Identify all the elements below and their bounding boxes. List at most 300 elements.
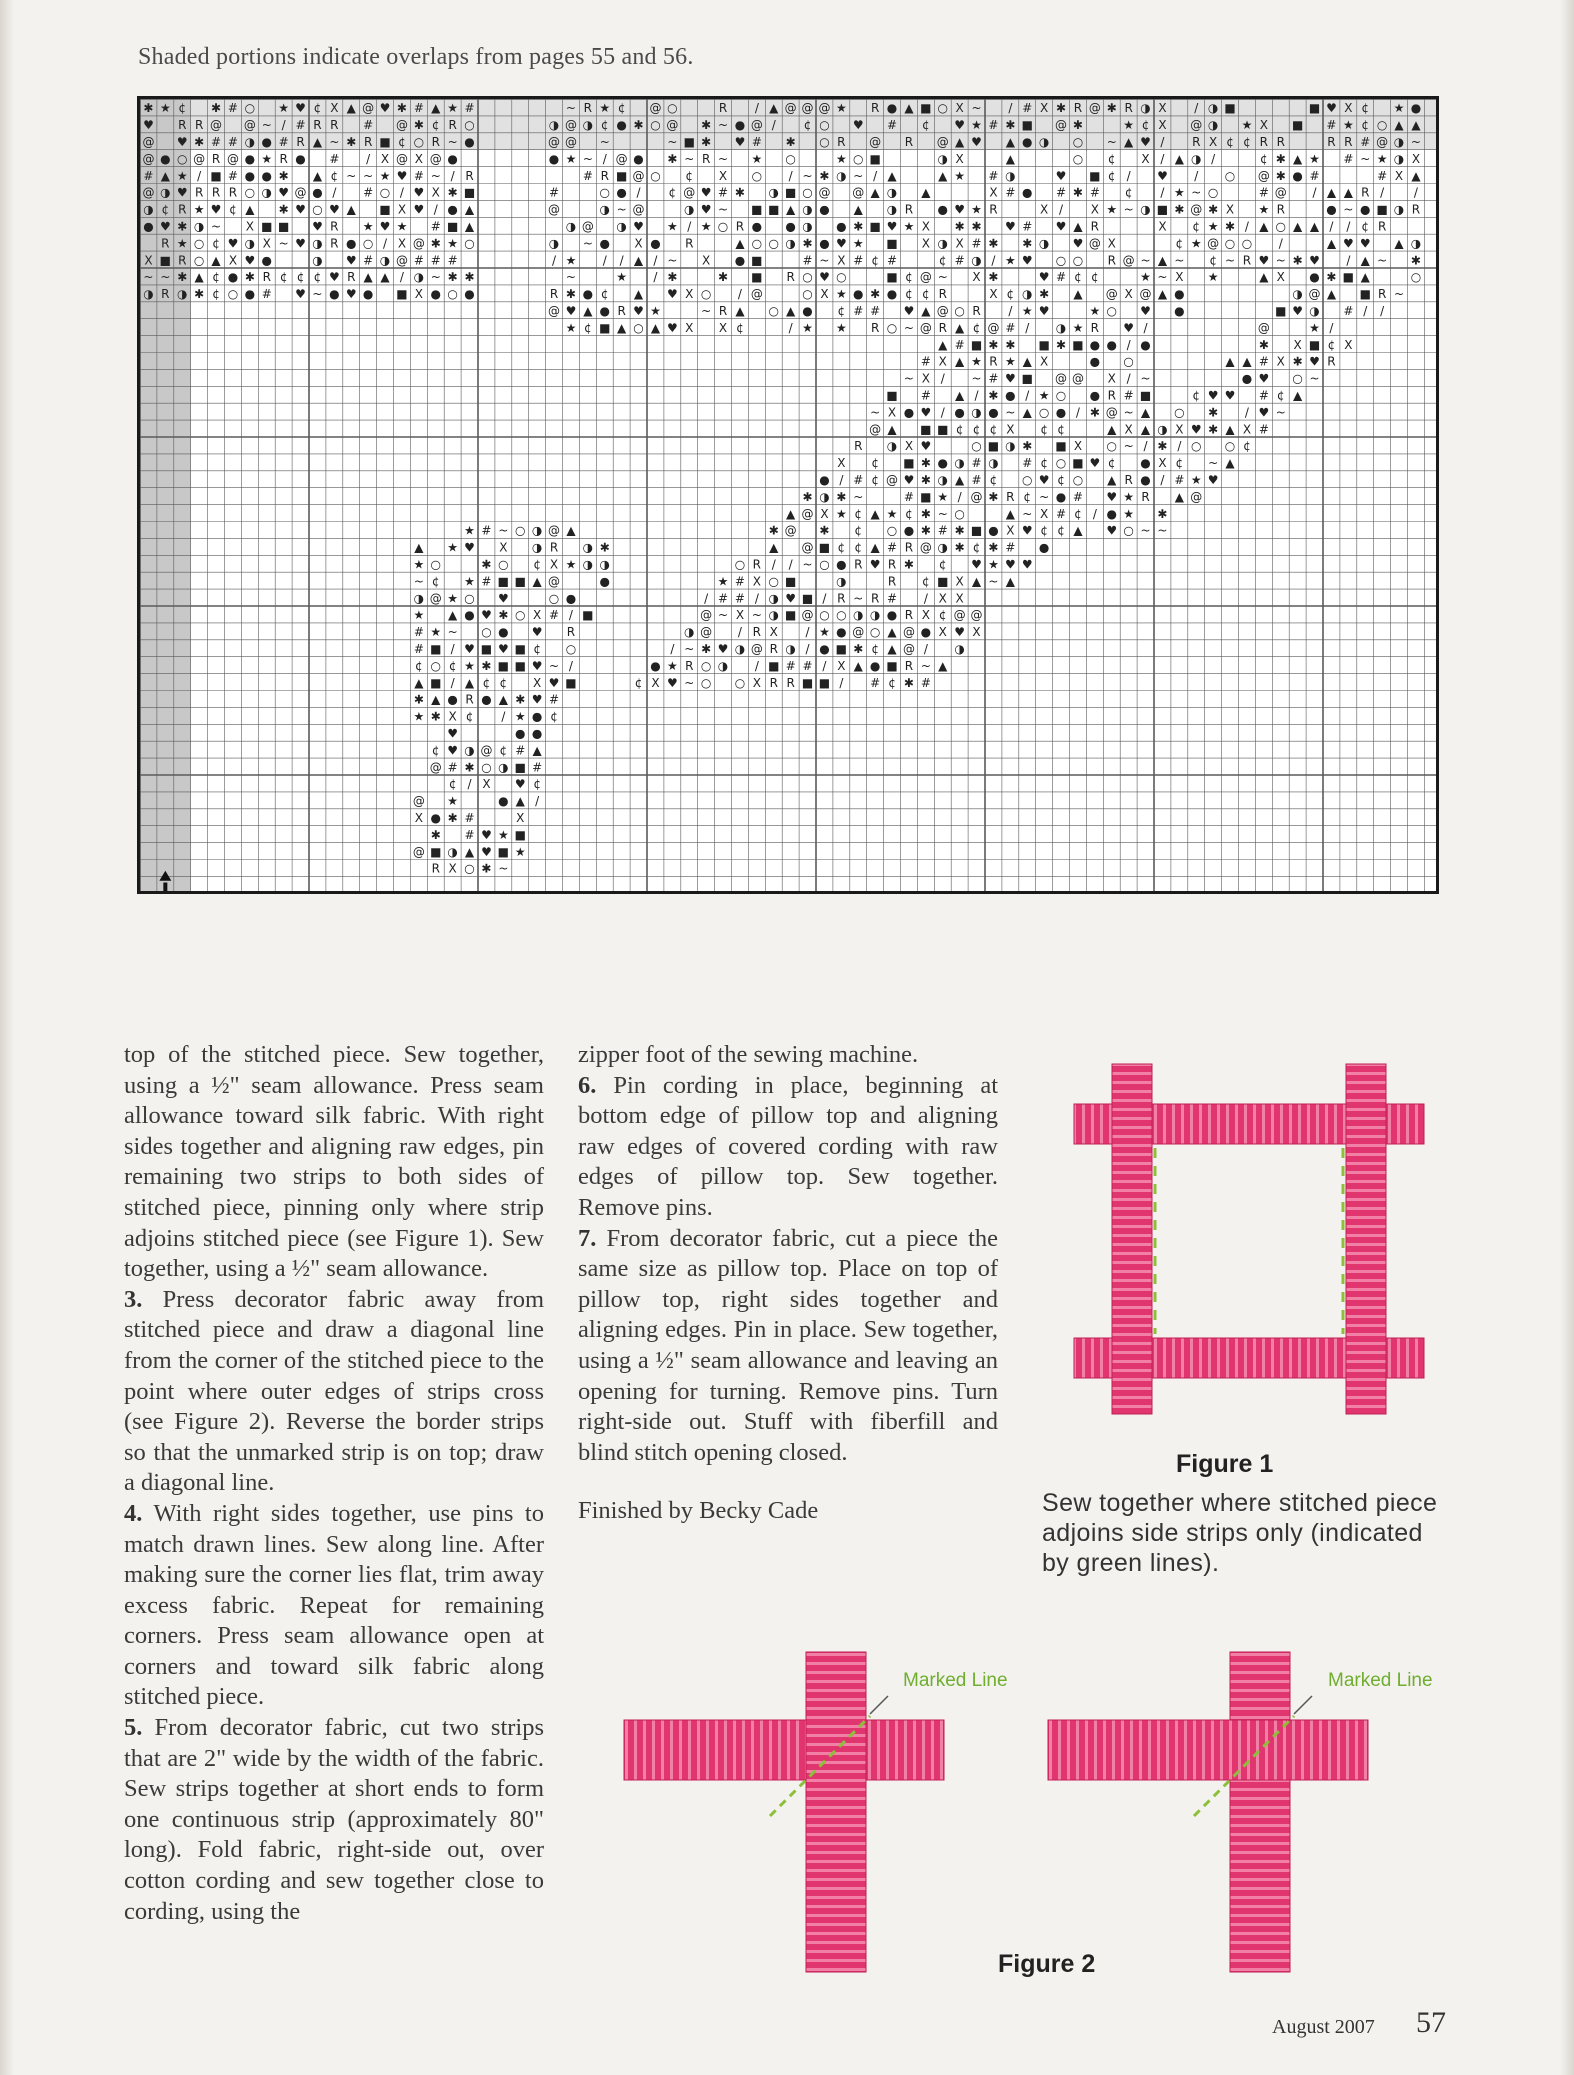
svg-text:◑: ◑ [177, 287, 188, 302]
svg-text:¢: ¢ [1040, 523, 1048, 538]
svg-text:○: ○ [599, 185, 610, 200]
svg-text:▲: ▲ [346, 101, 356, 116]
svg-text:#: # [532, 760, 543, 775]
svg-text:X: X [1158, 101, 1167, 116]
svg-text:◑: ◑ [1410, 236, 1422, 251]
svg-text:○: ○ [650, 168, 661, 183]
svg-text:◑: ◑ [684, 202, 695, 217]
svg-text:/: / [1160, 151, 1165, 166]
svg-text:#: # [1089, 185, 1100, 200]
svg-text:#: # [734, 574, 745, 589]
svg-text:R: R [837, 134, 846, 149]
marked-line-label-right: Marked Line [1328, 1670, 1433, 1691]
svg-text:♥: ♥ [278, 185, 290, 200]
svg-text:♥: ♥ [345, 253, 357, 268]
svg-text:X: X [718, 168, 728, 183]
svg-text:#: # [1258, 422, 1269, 437]
svg-text:¢: ¢ [854, 540, 863, 555]
svg-text:#: # [1343, 303, 1354, 318]
svg-text:◑: ◑ [464, 743, 475, 758]
svg-text:¢: ¢ [938, 557, 947, 572]
svg-text:X: X [499, 540, 508, 555]
svg-text:R: R [904, 608, 914, 623]
svg-text:R: R [685, 658, 694, 673]
svg-text:▲: ▲ [938, 168, 948, 183]
svg-text:◑: ◑ [886, 185, 898, 200]
svg-text:X: X [397, 202, 407, 217]
svg-text:X: X [1040, 506, 1049, 521]
svg-text:●: ● [1292, 168, 1303, 183]
svg-text:■: ■ [920, 101, 932, 116]
figure-1-title: Figure 1 [1176, 1450, 1274, 1478]
svg-text:#: # [751, 134, 762, 149]
svg-text:○: ○ [1191, 439, 1202, 454]
svg-text:R: R [583, 101, 593, 116]
svg-text:■: ■ [463, 185, 476, 200]
page-number: 57 [1416, 2006, 1446, 2039]
svg-text:¢: ¢ [1192, 219, 1201, 234]
svg-text:¢: ¢ [854, 523, 863, 538]
svg-text:¢: ¢ [600, 287, 609, 302]
svg-text:○: ○ [464, 118, 475, 133]
svg-text:/: / [737, 625, 742, 640]
svg-text:/: / [399, 185, 404, 200]
svg-text:¢: ¢ [448, 658, 457, 673]
svg-text:★: ★ [447, 540, 459, 555]
svg-text:@: @ [1190, 202, 1203, 217]
svg-text:@: @ [412, 794, 425, 809]
svg-text:X: X [228, 253, 238, 268]
svg-text:●: ● [937, 202, 948, 217]
svg-text:~: ~ [430, 168, 441, 183]
svg-text:▲: ▲ [1225, 456, 1235, 471]
svg-text:★: ★ [717, 574, 729, 589]
svg-text:#: # [920, 388, 931, 403]
svg-text:○: ○ [1207, 185, 1219, 200]
svg-text:♥: ♥ [971, 134, 982, 149]
svg-text:X: X [972, 625, 981, 640]
svg-text:★: ★ [852, 236, 864, 251]
svg-text:○: ○ [1241, 236, 1253, 251]
svg-text:~: ~ [549, 658, 560, 673]
svg-text:▲: ▲ [346, 202, 356, 217]
svg-text:¢: ¢ [1243, 134, 1251, 149]
svg-text:#: # [988, 371, 999, 386]
svg-text:X: X [718, 320, 728, 335]
svg-text:■: ■ [1308, 337, 1321, 352]
svg-text:■: ■ [514, 574, 526, 589]
svg-text:▲: ▲ [955, 472, 965, 487]
svg-text:@: @ [750, 641, 763, 656]
svg-text:R: R [279, 151, 288, 166]
svg-text:●: ● [954, 405, 965, 420]
svg-text:#: # [954, 253, 965, 268]
svg-text:▲: ▲ [464, 219, 475, 234]
svg-text:R: R [465, 692, 474, 707]
svg-text:¢: ¢ [854, 506, 863, 521]
svg-text:○: ○ [193, 236, 205, 251]
svg-text:♥: ♥ [447, 726, 459, 741]
svg-text:R: R [363, 134, 373, 149]
svg-text:★: ★ [1123, 489, 1135, 504]
svg-text:@: @ [801, 540, 814, 555]
svg-text:¢: ¢ [972, 540, 981, 555]
svg-text:#: # [853, 472, 864, 487]
svg-text:○: ○ [177, 151, 188, 166]
svg-text:★: ★ [700, 219, 712, 234]
svg-text:¢: ¢ [398, 134, 406, 149]
svg-text:R: R [178, 202, 187, 217]
svg-text:♥: ♥ [1207, 388, 1219, 403]
svg-text:◑: ◑ [1292, 287, 1303, 302]
svg-text:~: ~ [1208, 456, 1219, 471]
svg-text:○: ○ [869, 625, 881, 640]
svg-text:¢: ¢ [871, 641, 879, 656]
svg-text:R: R [161, 236, 170, 251]
svg-text:@: @ [1055, 371, 1068, 386]
svg-text:▲: ▲ [887, 641, 897, 656]
svg-text:~: ~ [718, 608, 729, 623]
svg-text:R: R [431, 134, 440, 149]
svg-text:▲: ▲ [1360, 253, 1370, 268]
svg-text:/: / [839, 472, 844, 487]
svg-text:●: ● [160, 151, 171, 166]
svg-text:@: @ [1088, 236, 1101, 251]
svg-text:X: X [955, 591, 964, 606]
svg-text:@: @ [784, 523, 797, 538]
svg-text:▲: ▲ [1005, 506, 1015, 521]
svg-text:#: # [227, 101, 238, 116]
svg-text:¢: ¢ [296, 270, 305, 285]
step-text: Pin cording in place, beginning at bottom edge of pillow top and aligning raw edges of covered cording with raw edges of pillow top. Sew together. Remove pins. [578, 1071, 999, 1221]
svg-text:¢: ¢ [1175, 236, 1184, 251]
svg-text:■: ■ [886, 236, 898, 251]
svg-text:★: ★ [396, 219, 408, 234]
svg-text:¢: ¢ [1091, 270, 1099, 285]
svg-text:●: ● [836, 625, 847, 640]
svg-text:✱: ✱ [920, 456, 931, 471]
svg-text:/: / [1211, 151, 1216, 166]
svg-text:■: ■ [514, 658, 526, 673]
svg-text:▲: ▲ [464, 202, 475, 217]
svg-text:X: X [1107, 236, 1116, 251]
svg-text:✱: ✱ [1072, 118, 1083, 133]
svg-text:✱: ✱ [278, 202, 289, 217]
svg-text:★: ★ [1140, 270, 1151, 285]
instruction-step-5 [124, 1713, 544, 1927]
svg-text:@: @ [1055, 118, 1068, 133]
svg-text:#: # [988, 118, 999, 133]
svg-text:○: ○ [886, 523, 898, 538]
svg-text:¢: ¢ [212, 270, 220, 285]
svg-text:R: R [617, 303, 626, 318]
svg-text:▲: ▲ [1411, 168, 1421, 183]
svg-text:●: ● [650, 658, 661, 673]
svg-text:R: R [735, 219, 745, 234]
svg-text:◑: ◑ [802, 219, 813, 234]
svg-text:#: # [802, 658, 813, 673]
svg-text:▲: ▲ [1073, 287, 1083, 302]
step-text: From decorator fabric, cut two strips that are 2" wide by the width of the fabric. Sew strips together at short ends to form one continuous strip (approximately 80" long). Fold fabric, right-side out, over cotton cording and sew together close to cording, using the [124, 1714, 545, 1925]
svg-text:◑: ◑ [768, 608, 779, 623]
svg-text:#: # [464, 827, 475, 842]
svg-text:R: R [1090, 320, 1100, 335]
svg-text:✱: ✱ [853, 219, 864, 234]
svg-text:●: ● [853, 287, 864, 302]
svg-text:▲: ▲ [1326, 236, 1337, 251]
svg-text:¢: ¢ [1192, 388, 1201, 403]
svg-text:★: ★ [937, 489, 949, 504]
svg-text:~: ~ [903, 320, 914, 335]
svg-text:●: ● [1005, 388, 1016, 403]
svg-text:~: ~ [160, 270, 171, 285]
svg-text:○: ○ [244, 185, 256, 200]
svg-text:♥: ♥ [852, 118, 864, 133]
svg-text:/: / [1413, 185, 1418, 200]
svg-text:◑: ◑ [531, 523, 543, 538]
svg-text:X: X [549, 557, 559, 572]
svg-text:▲: ▲ [532, 574, 542, 589]
svg-text:○: ○ [481, 760, 492, 775]
svg-text:◑: ◑ [768, 185, 779, 200]
svg-text:#: # [1005, 320, 1016, 335]
svg-text:★: ★ [971, 354, 982, 369]
svg-text:@: @ [869, 134, 882, 149]
svg-text:/: / [1160, 185, 1165, 200]
svg-text:#: # [549, 185, 560, 200]
svg-text:/: / [788, 557, 793, 572]
svg-text:○: ○ [734, 675, 746, 690]
svg-text:■: ■ [987, 439, 1000, 454]
svg-text:R: R [887, 574, 897, 589]
svg-text:✱: ✱ [988, 270, 999, 285]
svg-text:★: ★ [497, 827, 509, 842]
svg-text:♥: ♥ [1055, 219, 1067, 234]
svg-text:●: ● [464, 134, 475, 149]
svg-text:○: ○ [768, 303, 779, 318]
svg-text:@: @ [784, 101, 797, 116]
svg-text:✱: ✱ [1174, 202, 1185, 217]
svg-text:▲: ▲ [938, 658, 948, 673]
svg-text:#: # [718, 185, 729, 200]
svg-text:▲: ▲ [1107, 472, 1117, 487]
svg-text:✱: ✱ [701, 134, 712, 149]
svg-text:/: / [501, 709, 506, 724]
svg-text:~: ~ [1360, 151, 1371, 166]
svg-text:~: ~ [1140, 371, 1151, 386]
svg-text:◑: ◑ [836, 574, 847, 589]
svg-text:♥: ♥ [1004, 557, 1016, 572]
svg-text:●: ● [734, 118, 746, 133]
svg-text:/: / [1194, 101, 1199, 116]
svg-text:✱: ✱ [1410, 253, 1421, 268]
svg-text:▲: ▲ [769, 101, 779, 116]
svg-text:♥: ♥ [159, 219, 171, 234]
svg-text:■: ■ [582, 608, 594, 623]
svg-text:▲: ▲ [1140, 422, 1151, 437]
right-strip [1346, 1064, 1386, 1414]
svg-text:#: # [430, 253, 441, 268]
svg-text:▲: ▲ [971, 574, 982, 589]
svg-text:○: ○ [667, 101, 678, 116]
svg-text:★: ★ [835, 287, 847, 302]
svg-text:★: ★ [565, 320, 577, 335]
svg-text:@: @ [548, 202, 561, 217]
svg-text:X: X [1276, 270, 1285, 285]
svg-text:/: / [450, 641, 455, 656]
svg-text:★: ★ [193, 202, 205, 217]
svg-text:★: ★ [464, 658, 475, 673]
svg-text:▲: ▲ [786, 202, 796, 217]
svg-text:●: ● [903, 405, 915, 420]
svg-text:~: ~ [667, 253, 678, 268]
svg-text:○: ○ [1055, 253, 1067, 268]
svg-text:■: ■ [1038, 337, 1050, 352]
svg-text:/: / [822, 658, 827, 673]
svg-text:/: / [1346, 253, 1351, 268]
svg-text:#: # [227, 134, 238, 149]
svg-text:#: # [1258, 185, 1269, 200]
svg-text:R: R [330, 219, 339, 234]
svg-text:○: ○ [565, 641, 577, 656]
svg-text:/: / [433, 202, 438, 217]
svg-text:#: # [1022, 456, 1033, 471]
svg-text:¢: ¢ [905, 506, 913, 521]
svg-text:★: ★ [1207, 270, 1219, 285]
svg-text:♥: ♥ [1258, 371, 1270, 386]
svg-text:♥: ♥ [1038, 303, 1050, 318]
svg-text:X: X [414, 151, 423, 166]
svg-text:♥: ♥ [666, 320, 678, 335]
svg-text:R: R [1327, 354, 1336, 369]
svg-text:★: ★ [1207, 219, 1219, 234]
svg-text:¢: ¢ [431, 118, 440, 133]
svg-text:¢: ¢ [1074, 506, 1082, 521]
svg-text:♥: ♥ [1089, 456, 1101, 471]
svg-text:○: ○ [1224, 236, 1236, 251]
svg-text:○: ○ [802, 287, 813, 302]
svg-text:◑: ◑ [447, 844, 458, 859]
svg-text:@: @ [801, 608, 814, 623]
svg-text:♥: ♥ [717, 641, 729, 656]
svg-text:♥: ♥ [971, 557, 982, 572]
svg-text:#: # [363, 253, 374, 268]
svg-text:R: R [786, 675, 795, 690]
svg-text:R: R [1344, 134, 1353, 149]
svg-text:●: ● [751, 219, 763, 234]
svg-text:◑: ◑ [954, 456, 965, 471]
svg-text:/: / [940, 371, 945, 386]
svg-text:/: / [399, 270, 404, 285]
svg-text:♥: ♥ [954, 118, 966, 133]
svg-text:@: @ [1376, 134, 1389, 149]
svg-text:●: ● [362, 287, 374, 302]
svg-text:#: # [447, 760, 458, 775]
svg-text:■: ■ [903, 456, 915, 471]
svg-text:@: @ [750, 287, 763, 302]
svg-text:▲: ▲ [1022, 405, 1032, 420]
svg-text:●: ● [599, 574, 610, 589]
svg-text:◑: ◑ [413, 591, 425, 606]
svg-text:/: / [788, 168, 793, 183]
svg-text:▲: ▲ [1022, 354, 1032, 369]
svg-text:▲: ▲ [1242, 354, 1252, 369]
instructions-column-1 [124, 1040, 544, 1927]
svg-text:¢: ¢ [1327, 337, 1336, 352]
svg-text:/: / [1126, 371, 1131, 386]
cross-stitch-chart [137, 96, 1439, 894]
svg-text:●: ● [988, 405, 999, 420]
svg-text:/: / [754, 658, 759, 673]
overlap-shade-left [140, 99, 191, 891]
svg-text:X: X [685, 320, 694, 335]
svg-text:¢: ¢ [1243, 439, 1251, 454]
svg-text:○: ○ [1055, 456, 1067, 471]
svg-text:~: ~ [1343, 202, 1354, 217]
svg-text:@: @ [429, 591, 442, 606]
svg-text:◑: ◑ [312, 253, 323, 268]
svg-text:R: R [1124, 101, 1133, 116]
svg-text:~: ~ [1140, 253, 1151, 268]
svg-text:R: R [904, 202, 914, 217]
svg-text:R: R [904, 134, 914, 149]
svg-text:R: R [1276, 134, 1285, 149]
svg-text:@: @ [919, 320, 932, 335]
svg-text:¢: ¢ [313, 270, 322, 285]
svg-text:▲: ▲ [887, 625, 897, 640]
svg-text:◑: ◑ [971, 405, 982, 420]
svg-text:○: ○ [413, 134, 425, 149]
svg-text:R: R [211, 151, 221, 166]
svg-text:♥: ♥ [464, 641, 475, 656]
svg-text:/: / [1025, 320, 1030, 335]
svg-text:■: ■ [565, 675, 577, 690]
svg-text:▲: ▲ [769, 540, 779, 555]
svg-text:▲: ▲ [1157, 287, 1168, 302]
svg-text:X: X [1158, 219, 1167, 234]
svg-text:◑: ◑ [1005, 168, 1016, 183]
svg-text:✱: ✱ [211, 101, 222, 116]
instruction-step-3 [124, 1285, 544, 1499]
svg-text:¢: ¢ [1057, 523, 1065, 538]
svg-text:R: R [1361, 185, 1370, 200]
svg-text:■: ■ [514, 641, 526, 656]
svg-text:@: @ [666, 118, 679, 133]
svg-text:★: ★ [886, 506, 898, 521]
svg-text:○: ○ [515, 608, 526, 623]
svg-text:■: ■ [480, 641, 493, 656]
svg-text:@: @ [970, 608, 983, 623]
svg-text:●: ● [869, 658, 881, 673]
svg-text:~: ~ [701, 303, 712, 318]
svg-text:♥: ♥ [1326, 101, 1337, 116]
svg-text:○: ○ [751, 236, 763, 251]
svg-text:/: / [1329, 320, 1334, 335]
svg-text:~: ~ [1157, 270, 1168, 285]
svg-text:●: ● [346, 236, 357, 251]
svg-text:▲: ▲ [1394, 236, 1404, 251]
svg-text:●: ● [1055, 489, 1067, 504]
svg-text:✱: ✱ [785, 134, 796, 149]
svg-text:X: X [1259, 118, 1268, 133]
svg-text:@: @ [1257, 168, 1270, 183]
svg-text:★: ★ [1089, 303, 1101, 318]
svg-text:▲: ▲ [617, 320, 627, 335]
svg-text:●: ● [1360, 202, 1371, 217]
svg-text:✱: ✱ [1005, 118, 1016, 133]
svg-text:~: ~ [498, 523, 509, 538]
svg-text:♥: ♥ [379, 219, 391, 234]
